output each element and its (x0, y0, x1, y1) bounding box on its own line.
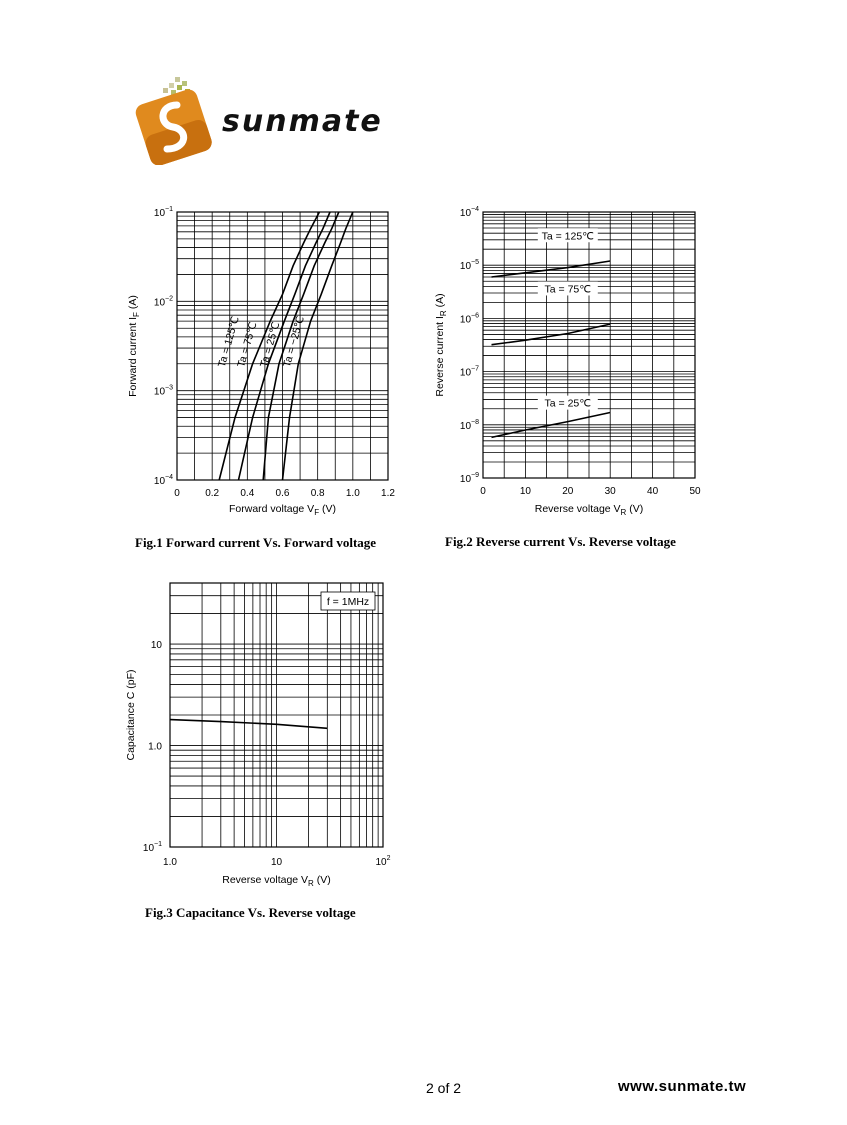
fig3-chart (120, 575, 420, 895)
y-tick-label: $10^{-1}$ (142, 841, 162, 854)
fig1-chart (120, 200, 420, 525)
y-tick-label: $10^{-5}$ (459, 259, 479, 273)
y-axis-label: Reverse current $I_R$ (A) (434, 293, 448, 397)
y-tick-label: $10^{-4}$ (459, 206, 479, 219)
y-tick-label: $10^{-4}$ (153, 474, 173, 487)
website-url[interactable]: www.sunmate.tw (618, 1078, 747, 1095)
x-tick-label: 20 (562, 486, 574, 497)
x-axis-label: Reverse voltage $V_R$ (V) (222, 874, 331, 888)
x-tick-label: 0.6 (275, 488, 290, 499)
x-tick-label: 1.0 (163, 857, 177, 868)
series-label: Ta = 75℃ (544, 283, 592, 296)
y-tick-label: $10^{-3}$ (153, 384, 173, 398)
fig2-caption: Fig.2 Reverse current Vs. Reverse voltage (445, 534, 676, 549)
x-tick-label: 1.0 (345, 488, 360, 499)
x-axis-label: Forward voltage $V_F$ (V) (228, 503, 337, 517)
y-tick-label: 1.0 (148, 741, 162, 753)
fig3-caption: Fig.3 Capacitance Vs. Reverse voltage (145, 905, 356, 920)
y-axis-label: Capacitance C (pF) (125, 669, 137, 761)
y-tick-label: $10^{-9}$ (459, 472, 479, 485)
x-tick-label: 50 (689, 486, 701, 497)
fig1-caption: Fig.1 Forward current Vs. Forward voltage (135, 535, 377, 550)
series-label: Ta = −25℃ (280, 314, 307, 369)
y-tick-label: $10^{-7}$ (459, 365, 479, 379)
series-line (170, 720, 327, 729)
series-label: Ta = 125℃ (215, 315, 242, 369)
y-tick-label: 10 (150, 640, 162, 652)
frequency-annotation: f = 1MHz (326, 596, 370, 608)
x-tick-label: 0.2 (205, 488, 220, 499)
series-label: Ta = 25℃ (544, 397, 592, 410)
x-tick-label: 10 (519, 486, 531, 497)
x-tick-label: 10 (270, 857, 283, 868)
series-label: Ta = 125℃ (541, 230, 594, 243)
series-label: Ta = 25℃ (258, 320, 283, 369)
x-tick-label: 0.4 (240, 488, 255, 499)
x-tick-label: 1.2 (381, 488, 395, 499)
x-tick-label: 0.8 (310, 488, 325, 499)
fig2-chart (425, 200, 725, 525)
y-tick-label: $10^{-2}$ (153, 295, 173, 309)
y-tick-label: $10^{-8}$ (459, 418, 479, 432)
brand-wordmark: sunmate (222, 104, 383, 139)
x-axis-label: Reverse voltage $V_R$ (V) (534, 503, 644, 517)
x-tick-label: 40 (647, 486, 659, 497)
series-line (492, 261, 611, 277)
y-tick-label: $10^{-1}$ (153, 206, 173, 219)
x-tick-label: 0 (174, 488, 180, 499)
x-tick-label: 0 (480, 486, 486, 497)
x-tick-label: $10^2$ (375, 855, 391, 868)
series-label: Ta = 75℃ (235, 320, 260, 369)
page-number: 2 of 2 (426, 1080, 462, 1096)
y-axis-label: Forward current $I_F$ (A) (127, 295, 141, 397)
x-tick-label: 30 (604, 486, 616, 497)
y-tick-label: $10^{-6}$ (459, 312, 479, 326)
